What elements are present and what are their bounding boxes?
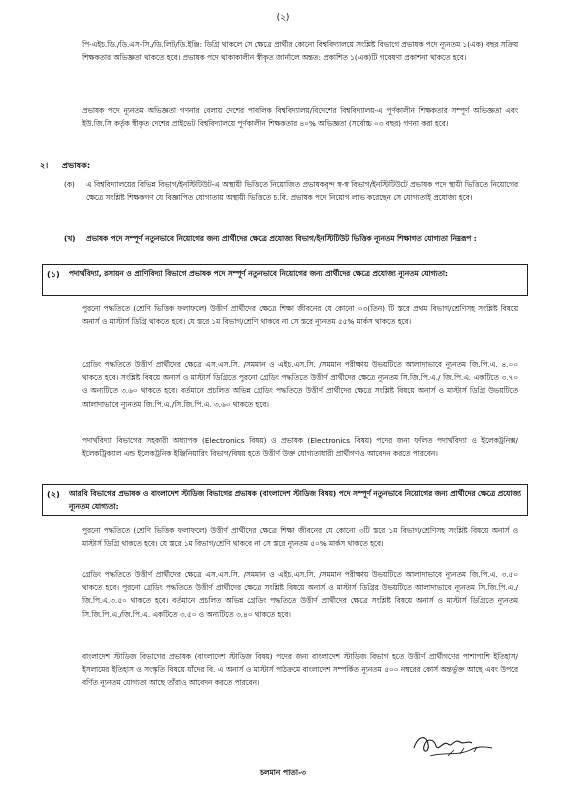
item-2-title-box xyxy=(42,484,528,516)
item-2-paragraph-2: গ্রেডিং পদ্ধতিতে উত্তীর্ণ প্রার্থীদের ক্ষেত্রে এস.এস.সি. /সমমান ও এইচ.এস.সি. /সমমান পরীক্ষায় উভয়টিতে আলাদাভাবে ন্যূনতম জি.পি.এ. ৩.৫০ থাকতে হবে। পুরনো গ্রেডিং পদ্ধতিতে উত্তীর্ণ প্রার্থীদের ক্ষেত্রে সংশ্লিষ্ট বিষয়ে অনার্স ও মাস্টার্স ডিগ্রির উভয়টিতে আলাদাভাবে ন্যূনতম সি.জি.পি.এ./জি.পি.এ.৩.৫০ থাকতে হবে। বর্তমানে প্রচলিত অভিন্ন গ্রেডিং পদ্ধতিতে উত্তীর্ণ প্রার্থীদের ক্ষেত্রে সংশ্লিষ্ট বিষয়ে অনার্স ও মাস্টার্স ডিগ্রিতে ন্যূনতম সি.জি.পি.এ./জি.পি.এ. একটিতে ৩.৫০ ও অন্যটিতে ৩.৪০ থাকতে হবে। xyxy=(82,570,518,619)
item-1-title-box xyxy=(42,264,528,296)
clause-ka-label: (ক) xyxy=(64,180,75,189)
item-1-number: (১) xyxy=(47,269,60,279)
item-1-paragraph-3: পদার্থবিদ্যা বিভাগের সহকারী অধ্যাপক (Electronics বিষয়) ও প্রভাষক (Electronics বিষয়) পদের জন্য ফলিত পদার্থবিদ্যা ও ইলেকট্রনিক্স/ইলেকট্রিক্যাল এন্ড ইলেকট্রনিক ইঞ্জিনিয়ারিং বিভাগ/বিষয় হতে উত্তীর্ণ উক্ত যোগ্যতাধারী প্রার্থীগণও আবেদন করতে পারবেন। xyxy=(82,436,518,459)
item-2-paragraph-3: বাংলাদেশ স্টাডিজ বিভাগের প্রভাষক (বাংলাদেশ স্টাডিজ বিষয়) পদের জন্য বাংলাদেশ স্টাডিজ বিভাগ হতে উত্তীর্ণ প্রার্থীগণের পাশাপাশি ইতিহাস/ইসলামের ইতিহাস ও সংস্কৃতি বিষয়ে যাঁদের বি. এ অনার্স ও মাস্টার্স পাঠক্রমে বাংলাদেশ সম্পর্কিত ন্যূনতম ৫০০ নম্বরের কোর্স অন্তর্ভুক্ত আছে এবং উপরে বর্ণিত ন্যূনতম যোগ্যতা আছে তাঁরাও আবেদন করতে পারবেন। xyxy=(82,652,518,688)
section-2-number: ২। xyxy=(40,160,49,170)
intro-paragraph-1: পি-এইচ.ডি./ডি.এস-সি./ডি.লিট/ডি.ইঞ্জি: ডিগ্রি থাকলে সে ক্ষেত্রে প্রার্থীর কোনো বিশ্ববিদ্যালয়ে সংশ্লিষ্ট বিভাগে প্রভাষক পদে ন্যূনতম ১(এক) বছর সক্রিয় শিক্ষকতার অভিজ্ঞতা থাকতে হবে। প্রভাষক পদে থাকাকালীন স্বীকৃত জার্নালে অন্তত: প্রকাশিত ১(এক)টি গবেষণা প্রকাশনা থাকতে হবে। xyxy=(82,40,518,63)
item-1-paragraph-2: গ্রেডিং পদ্ধতিতে উত্তীর্ণ প্রার্থীদের ক্ষেত্রে এস.এস.সি. /সমমান ও এইচ.এস.সি. /সমমান পরীক্ষায় উভয়টিতে আলাদাভাবে ন্যূনতম জি.পি.এ. ৪.০০ থাকতে হবে। সংশ্লিষ্ট বিষয়ে অনার্স ও মাস্টার্স ডিগ্রিতে পুরনো গ্রেডিং পদ্ধতিতে উত্তীর্ণ প্রার্থীদের ক্ষেত্রে ন্যূনতম সি.জি.পি.এ./ জি.পি.এ. একটিতে ৩.৭০ ও অন্যটিতে ৩.৬০ থাকতে হবে। বর্তমানে প্রচলিত অভিন্ন গ্রেডিং পদ্ধতিতে উত্তীর্ণ প্রার্থীদের ক্ষেত্রে সংশ্লিষ্ট বিষয়ে অনার্স ও মাস্টার্স ডিগ্রি উভয়টিতে আলাদাভাবে ন্যূনতম জি.পি.এ./সি.জি.পি.এ. ৩.৬০ থাকতে হবে। xyxy=(82,360,518,409)
item-2-title: আরবি বিভাগের প্রভাষক ও বাংলাদেশ স্টাডিজ বিভাগের প্রভাষক (বাংলাদেশ স্টাডিজ বিষয়) পদে সম্পূর্ণ নতুনভাবে নিয়োগের জন্য প্রার্থীদের ক্ষেত্রে প্রযোজ্য ন্যূনতম যোগ্যতা: xyxy=(69,489,521,512)
page-number: (২) xyxy=(276,13,290,23)
intro-paragraph-2: প্রভাষক পদে ন্যূনতম অভিজ্ঞতা গণনার বেলায় দেশের পাবলিক বিশ্ববিদ্যালয়/বিদেশের বিশ্ববিদ্যালয়-এ পূর্ণকালীন শিক্ষকতার সম্পূর্ণ অভিজ্ঞতা এবং ইউ.জি.সি কর্তৃক স্বীকৃত দেশের প্রাইভেট বিশ্ববিদ্যালয়ে পূর্ণকালীন শিক্ষকতার ৪০% অভিজ্ঞতা (সর্বোচ্চ ০৩ বছর) গণনা করা হবে। xyxy=(82,106,518,129)
signature-icon xyxy=(408,726,498,762)
section-2-title: প্রভাষক: xyxy=(62,160,91,170)
item-2-number: (২) xyxy=(47,489,60,499)
item-2-paragraph-1: পুরনো পদ্ধতিতে (শ্রেণি ভিত্তিক ফলাফলে) উত্তীর্ণ প্রার্থীদের ক্ষেত্রে শিক্ষা জীবনের যে কোনো ৩টি স্তরে ১ম বিভাগ/শ্রেণিসহ সংশ্লিষ্ট বিষয়ে অনার্স ও মাস্টার্স ডিগ্রি থাকতে হবে। যে স্তরে ১ম বিভাগ/শ্রেণি থাকবে না সে স্তরে ন্যূনতম ৫০% মার্কস থাকতে হবে। xyxy=(82,526,518,549)
clause-ka-text: এ বিশ্ববিদ্যালয়ের বিভিন্ন বিভাগ/ইনস্টিটিউট-এ অস্থায়ী ভিত্তিতে নিয়োজিত প্রভাষকবৃন্দ স্ব-স্ব বিভাগ/ইনস্টিটিউটে প্রভাষক পদে স্থায়ী ভিত্তিতে নিয়োগের ক্ষেত্রে সংশ্লিষ্ট শিক্ষকগণ যে বিজ্ঞাপিত যোগ্যতায় অস্থায়ী ভিত্তিতে চ.বি. প্রভাষক পদে নিয়োগ লাভ করেছেন সে যোগ্যতাই প্রযোজ্য হবে। xyxy=(86,180,518,203)
item-1-title: পদার্থবিদ্যা, রসায়ন ও প্রাণিবিদ্যা বিভাগে প্রভাষক পদে সম্পূর্ণ নতুনভাবে নিয়োগের জন্য প্রার্থীদের ক্ষেত্রে প্রযোজ্য ন্যূনতম যোগ্যতা: xyxy=(69,269,448,278)
continuation-footer: চলমান পাতা-৩ xyxy=(259,768,307,777)
item-1-paragraph-1: পুরনো পদ্ধতিতে (শ্রেণি ভিত্তিক ফলাফলে) উত্তীর্ণ প্রার্থীদের ক্ষেত্রে শিক্ষা জীবনের যে কোনো ০৩(তিন) টি স্তরে প্রথম বিভাগ/শ্রেণিসহ সংশ্লিষ্ট বিষয়ে অনার্স ও মাস্টার্স ডিগ্রি থাকতে হবে। যে স্তরে ১ম বিভাগ/শ্রেণি থাকবে না সে স্তরে ন্যূনতম ৫৫% মার্কস থাকতে হবে। xyxy=(82,304,518,327)
clause-kha-label: (খ) xyxy=(64,234,76,243)
clause-kha-text: প্রভাষক পদে সম্পূর্ণ নতুনভাবে নিয়োগের জন্য প্রার্থীদের ক্ষেত্রে প্রযোজ্য বিভাগ/ইনস্টিটিউট ভিত্তিক ন্যূনতম শিক্ষাগত যোগ্যতা নিম্নরূপ : xyxy=(86,234,477,243)
